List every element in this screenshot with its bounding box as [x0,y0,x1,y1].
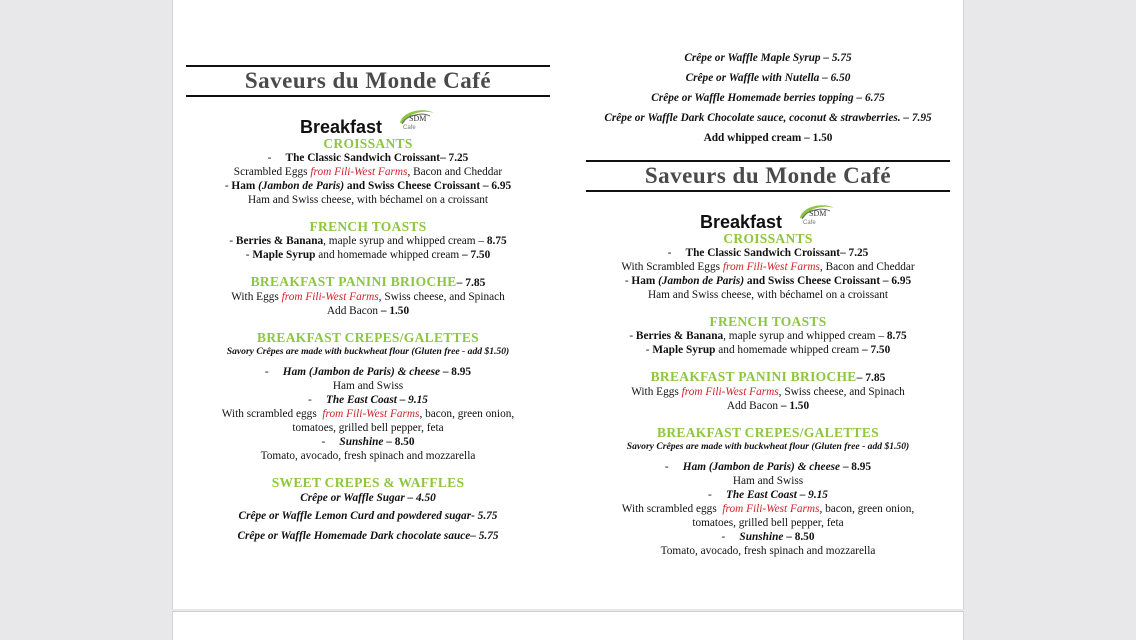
item-name: The East Coast [325,394,397,406]
desc-text: , Swiss cheese, and Spinach [778,386,905,398]
item-name: Ham [631,275,656,287]
cafe-logo [396,107,436,131]
svg-text:Cafe: Cafe [403,125,416,131]
crepe-item-sunshine: - Sunshine – 8.50 [321,436,415,448]
croissant-item-ham-desc: Ham and Swiss cheese, with béchamel on a croissant [648,289,888,301]
sweet-heading: SWEET CREPES & WAFFLES [271,475,465,490]
cafe-title: Saveurs du Monde Café [186,65,550,97]
crepe-item-east-coast: - The East Coast – 9.15 [708,489,828,501]
crepe-item-east-coast-desc [186,407,550,421]
item-name: Sunshine [339,436,384,448]
crepe-item-ham: - Ham (Jambon de Paris) & cheese – 8.95 [664,461,872,473]
desc-text: , Bacon and Cheddar [819,261,915,273]
svg-text:SDM: SDM [809,209,827,218]
crepe-item-ham-desc: Ham and Swiss [332,380,404,392]
farm-text: from Fili-West Farms [681,386,779,398]
item-name: Berries & Banana [235,235,324,247]
panini-addon [186,304,550,318]
panini-heading [186,275,550,290]
farm-text: from Fili-West Farms [310,166,408,178]
heading-text: BREAKFAST PANINI BRIOCHE [250,274,457,289]
crepes-heading: BREAKFAST CREPES/GALETTES [257,330,479,345]
breakfast-label: Breakfast [299,117,383,137]
item-price: 8.75 [486,235,507,247]
sweet-item: Crêpe or Waffle Dark Chocolate sauce, coconut & strawberries. – 7.95 [604,112,932,124]
crepe-item-sunshine-desc: Tomato, avocado, fresh spinach and mozzarella [660,545,876,557]
item-name-italic: (Jambon de Paris) [658,275,745,287]
farm-text: from Fili-West Farms [722,503,820,515]
crepe-item-east-coast-desc [586,502,950,516]
sweet-item: Crêpe or Waffle with Nutella – 6.50 [685,72,851,84]
desc-text: and homemade whipped cream [718,344,860,356]
desc-text: , maple syrup and whipped cream – [723,330,885,342]
item-price: – 7.25 [440,152,469,164]
sweet-item: Crêpe or Waffle Maple Syrup – 5.75 [684,52,852,64]
item-name: Ham (Jambon de Paris) & cheese [682,461,840,473]
item-name: and Swiss Cheese Croissant – 6.95 [746,275,912,287]
croissants-heading: CROISSANTS [323,136,413,151]
croissant-item-ham: - Ham (Jambon de Paris) and Swiss Cheese Croissant – 6.95 [224,180,512,192]
menu-column-left [186,65,550,546]
item-name: Maple Syrup [252,249,316,261]
crepes-note: Savory Crêpes are made with buckwheat flour (Gluten free - add $1.50) [626,441,910,452]
crepe-item-ham-desc: Ham and Swiss [732,475,804,487]
sweet-item: Crêpe or Waffle Homemade Dark chocolate sauce– 5.75 [237,530,499,542]
item-name: The Classic Sandwich Croissant [285,152,441,164]
croissant-item-ham-desc: Ham and Swiss cheese, with béchamel on a croissant [248,194,488,206]
crepe-item-east-coast-desc2: tomatoes, grilled bell pepper, feta [692,517,844,529]
desc-text: , Bacon and Cheddar [407,166,503,178]
french-toasts-heading: FRENCH TOASTS [309,219,427,234]
panini-desc [586,385,950,399]
toast-item-berries: - Berries & Banana, maple syrup and whipped cream – 8.75 [229,235,507,247]
desc-text: , maple syrup and whipped cream – [323,235,485,247]
addon-text: Add Bacon [726,400,779,412]
crepes-note: Savory Crêpes are made with buckwheat flour (Gluten free - add $1.50) [226,346,510,357]
addon-price: – 1.50 [380,305,410,317]
crepe-item-east-coast: - The East Coast – 9.15 [308,394,428,406]
crepe-item-ham: - Ham (Jambon de Paris) & cheese – 8.95 [264,366,472,378]
item-price: – 7.85 [456,277,486,289]
desc-text: Scrambled Eggs [233,166,308,178]
farm-text: from Fili-West Farms [322,408,420,420]
item-price: – 7.50 [461,249,491,261]
panini-heading [586,370,950,385]
sweet-item: Crêpe or Waffle Lemon Curd and powdered sugar- 5.75 [238,510,498,522]
cafe-title: Saveurs du Monde Café [586,160,950,192]
breakfast-label: Breakfast [699,212,783,232]
breakfast-header [586,204,950,232]
item-price: – 8.50 [786,531,815,543]
sweet-item: Crêpe or Waffle Homemade berries topping – 6.75 [651,92,885,104]
desc-text: With Scrambled Eggs [621,261,721,273]
item-name-italic: (Jambon de Paris) [258,180,345,192]
item-price: – 9.15 [799,489,828,501]
addon-text: Add Bacon [326,305,379,317]
item-name: The Classic Sandwich Croissant [685,247,841,259]
item-price: – 8.95 [842,461,872,473]
heading-text: BREAKFAST PANINI BRIOCHE [650,369,857,384]
sweet-addon: Add whipped cream – 1.50 [703,132,833,144]
toast-item-maple: - Maple Syrup and homemade whipped cream – 7.50 [645,344,891,356]
desc-text: , bacon, green onion, [419,408,515,420]
farm-text: from Fili-West Farms [281,291,379,303]
item-price: 8.75 [886,330,907,342]
sweet-item: Crêpe or Waffle Sugar – 4.50 [300,492,436,504]
croissant-item-classic-desc [186,165,550,179]
croissant-item-classic-desc [586,260,950,274]
item-price: – 7.50 [861,344,891,356]
item-name: Ham (Jambon de Paris) & cheese [282,366,440,378]
croissants-heading: CROISSANTS [723,231,813,246]
crepe-item-east-coast-desc2: tomatoes, grilled bell pepper, feta [292,422,444,434]
item-price: – 8.95 [442,366,472,378]
item-name: Berries & Banana [635,330,724,342]
desc-text: With scrambled eggs [221,408,317,420]
svg-text:Cafe: Cafe [803,220,816,226]
toast-item-berries: - Berries & Banana, maple syrup and whipped cream – 8.75 [629,330,907,342]
toast-item-maple: - Maple Syrup and homemade whipped cream – 7.50 [245,249,491,261]
svg-text:SDM: SDM [409,114,427,123]
crepes-heading: BREAKFAST CREPES/GALETTES [657,425,879,440]
menu-column-right [586,48,950,558]
item-name: The East Coast [725,489,797,501]
item-name: Sunshine [739,531,784,543]
item-price: – 8.50 [386,436,415,448]
panini-addon [586,399,950,413]
addon-price: – 1.50 [780,400,810,412]
farm-text: from Fili-West Farms [722,261,820,273]
desc-text: With Eggs [631,386,679,398]
french-toasts-heading: FRENCH TOASTS [709,314,827,329]
desc-text: and homemade whipped cream [318,249,460,261]
breakfast-header [186,109,550,137]
crepe-item-sunshine: - Sunshine – 8.50 [721,531,815,543]
item-price: – 7.85 [856,372,886,384]
item-name: and Swiss Cheese Croissant – 6.95 [346,180,512,192]
desc-text: , bacon, green onion, [819,503,915,515]
item-name: Maple Syrup [652,344,716,356]
panini-desc [186,290,550,304]
item-price: – 9.15 [399,394,428,406]
croissant-item-ham: - Ham (Jambon de Paris) and Swiss Cheese Croissant – 6.95 [624,275,912,287]
item-name: Ham [231,180,256,192]
crepe-item-sunshine-desc: Tomato, avocado, fresh spinach and mozzarella [260,450,476,462]
croissant-item-classic: - The Classic Sandwich Croissant– 7.25 [667,247,869,259]
croissant-item-classic: - The Classic Sandwich Croissant– 7.25 [267,152,469,164]
item-price: – 7.25 [840,247,869,259]
desc-text: , Swiss cheese, and Spinach [378,291,505,303]
cafe-logo [796,202,836,226]
desc-text: With Eggs [231,291,279,303]
desc-text: With scrambled eggs [621,503,717,515]
next-document-page [172,611,964,640]
